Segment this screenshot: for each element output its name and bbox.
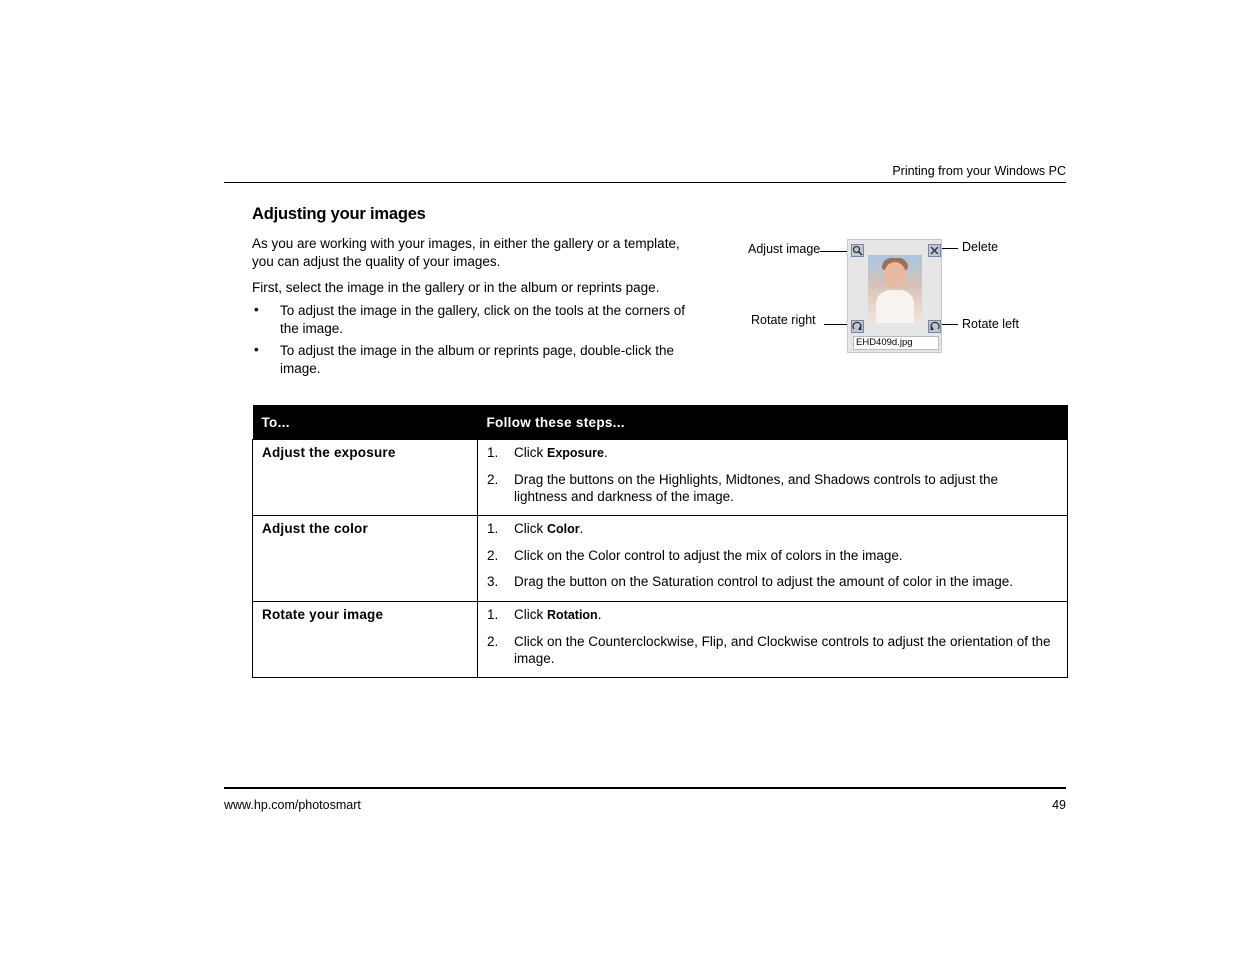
steps-cell	[478, 440, 1068, 516]
step-text: Click on the Color control to adjust the mix of colors in the image.	[514, 548, 903, 563]
first-paragraph: First, select the image in the gallery or in the album or reprints page.	[252, 280, 660, 295]
photo-subject-body	[876, 290, 914, 323]
step-item	[487, 471, 1055, 505]
adjust-image-leader	[820, 251, 850, 252]
steps-cell	[478, 602, 1068, 678]
running-header: Printing from your Windows PC	[892, 164, 1066, 178]
footer-url: www.hp.com/photosmart	[224, 798, 361, 812]
step-item	[487, 633, 1055, 667]
step-number: 2.	[487, 472, 499, 487]
step-text: Drag the buttons on the Highlights, Midtones, and Shadows controls to adjust the lightness and darkness of the image.	[514, 472, 999, 504]
step-item	[487, 573, 1055, 590]
header-rule	[224, 182, 1066, 183]
delete-icon[interactable]	[928, 244, 941, 257]
column-header-task: To...	[253, 405, 478, 440]
column-header-steps: Follow these steps...	[478, 405, 1068, 440]
magnifier-icon[interactable]	[851, 244, 864, 257]
step-keyword: Color	[547, 522, 580, 536]
task-cell: Adjust the color	[253, 516, 478, 602]
step-item	[487, 547, 1055, 564]
step-number: 2.	[487, 548, 499, 563]
intro-paragraph: As you are working with your images, in either the gallery or a template, you can adjust the quality of your images.	[252, 236, 680, 269]
table-row	[253, 602, 1068, 678]
delete-label: Delete	[962, 240, 999, 254]
step-number: 3.	[487, 574, 499, 589]
delete-leader	[940, 248, 958, 249]
step-keyword: Rotation	[547, 608, 598, 622]
rotate-left-leader	[940, 324, 958, 325]
step-prefix: Click	[514, 445, 547, 460]
section-heading: Adjusting your images	[252, 205, 426, 223]
step-number: 1.	[487, 445, 499, 460]
bullet-marker: •	[254, 342, 259, 357]
step-item	[487, 606, 1055, 624]
steps-table	[252, 405, 1068, 678]
step-keyword: Exposure	[547, 446, 604, 460]
step-prefix: Click	[514, 607, 547, 622]
step-text: Click on the Counterclockwise, Flip, and Clockwise controls to adjust the orientation of the image.	[514, 634, 1051, 666]
table-header-row	[253, 405, 1068, 440]
rotate-right-label: Rotate right	[751, 313, 816, 327]
step-item	[487, 520, 1055, 538]
step-text: Drag the button on the Saturation control to adjust the amount of color in the image.	[514, 574, 1014, 589]
adjust-image-label: Adjust image	[748, 242, 821, 256]
rotate-left-label: Rotate left	[962, 317, 1019, 331]
step-suffix: .	[597, 607, 602, 622]
filename-caption: EHD409d.jpg	[853, 336, 939, 350]
task-cell: Adjust the exposure	[253, 440, 478, 516]
table-row	[253, 440, 1068, 516]
step-suffix: .	[579, 521, 584, 536]
table-row	[253, 516, 1068, 602]
task-cell: Rotate your image	[253, 602, 478, 678]
bullet-item: To adjust the image in the gallery, click on the tools at the corners of the image.	[280, 303, 685, 336]
step-prefix: Click	[514, 521, 547, 536]
step-text	[514, 520, 1055, 538]
photo-subject-face	[884, 262, 906, 288]
step-number: 2.	[487, 634, 499, 649]
rotate-right-icon[interactable]	[851, 320, 864, 333]
page-number: 49	[1052, 798, 1066, 812]
steps-cell	[478, 516, 1068, 602]
step-text	[514, 444, 1055, 462]
step-number: 1.	[487, 607, 499, 622]
bullet-item: To adjust the image in the album or reprints page, double-click the image.	[280, 343, 674, 376]
step-item	[487, 444, 1055, 462]
footer-rule	[224, 787, 1066, 789]
rotate-left-icon[interactable]	[928, 320, 941, 333]
step-text	[514, 606, 1055, 624]
step-number: 1.	[487, 521, 499, 536]
step-suffix: .	[603, 445, 608, 460]
bullet-marker: •	[254, 302, 259, 317]
